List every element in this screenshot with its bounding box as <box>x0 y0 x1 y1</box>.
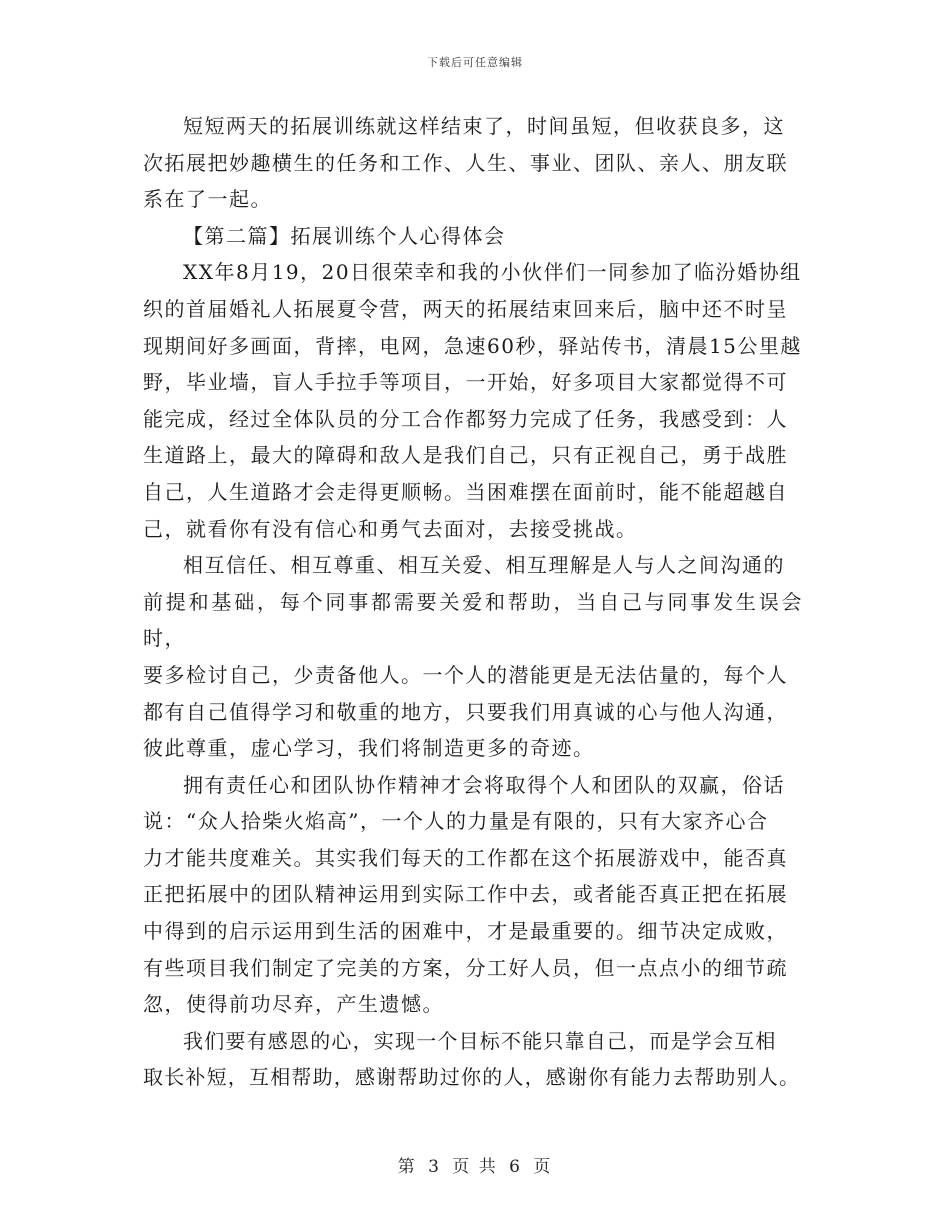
section-heading: 【第二篇】拓展训练个人心得体会 <box>183 223 506 248</box>
footer-prefix: 第 <box>397 1157 417 1177</box>
paragraph-1: 短短两天的拓展训练就这样结束了，时间虽短，但收获良多，这 次拓展把妙趣横生的任务和工作、人生、事业、团队、亲人、朋友联 系在了一起。 <box>143 114 788 212</box>
footer-middle: 页 共 <box>452 1157 498 1177</box>
total-page-count: 6 <box>509 1157 522 1177</box>
paragraph-4: 拥有责任心和团队协作精神才会将取得个人和团队的双赢，俗话 说：“众人拾柴火焰高”，一个人的力量是有限的，只有大家齐心合 力才能共度难关。其实我们每天的工作都在这个拓展游戏中，能否真 正把拓展中的团队精神运用到实际工作中去，或者能否真正把在拓展 中得到的启示运用到生活的困难中，才是最重要的。细节决定成败， 有些项目我们制定了完美的方案，分工好人员，但一点点小的细节疏 忽，使得前功尽弃，产生遗憾。 <box>143 772 788 1017</box>
document-body <box>143 108 803 1096</box>
paragraph-2: XX年8月19，20日很荣幸和我的小伙伴们一同参加了临汾婚协组 织的首届婚礼人拓展夏令营，两天的拓展结束回来后，脑中还不时呈 现期间好多画面，背摔，电网，急速60秒，驿站传书，清晨15公里越 野，毕业墙，盲人手拉手等项目，一开始，好多项目大家都觉得不可 能完成，经过全体队员的分工合作都努力完成了任务，我感受到：人 生道路上，最大的障碍和敌人是我们自己，只有正视自己，勇于战胜 自己，人生道路才会走得更顺畅。当困难摆在面前时，能不能超越自 己，就看你有没有信心和勇气去面对，去接受挑战。 <box>143 260 802 541</box>
paragraph-5: 我们要有感恩的心，实现一个目标不能只靠自己，而是学会互相 取长补短，互相帮助，感谢帮助过你的人，感谢你有能力去帮助别人。 <box>143 1028 801 1090</box>
paragraph-3: 相互信任、相互尊重、相互关爱、相互理解是人与人之间沟通的 前提和基础，每个同事都需要关爱和帮助，当自己与同事发生误会时， 要多检讨自己，少责备他人。一个人的潜能更是无法估量的，每个人 都有自己值得学习和敬重的地方，只要我们用真诚的心与他人沟通， 彼此尊重，虚心学习，我们将制造更多的奇迹。 <box>143 553 803 761</box>
footer-suffix: 页 <box>533 1157 553 1177</box>
current-page-number: 3 <box>428 1157 441 1177</box>
page-header: 下载后可任意编辑 <box>427 56 523 69</box>
page-footer <box>0 1152 950 1177</box>
